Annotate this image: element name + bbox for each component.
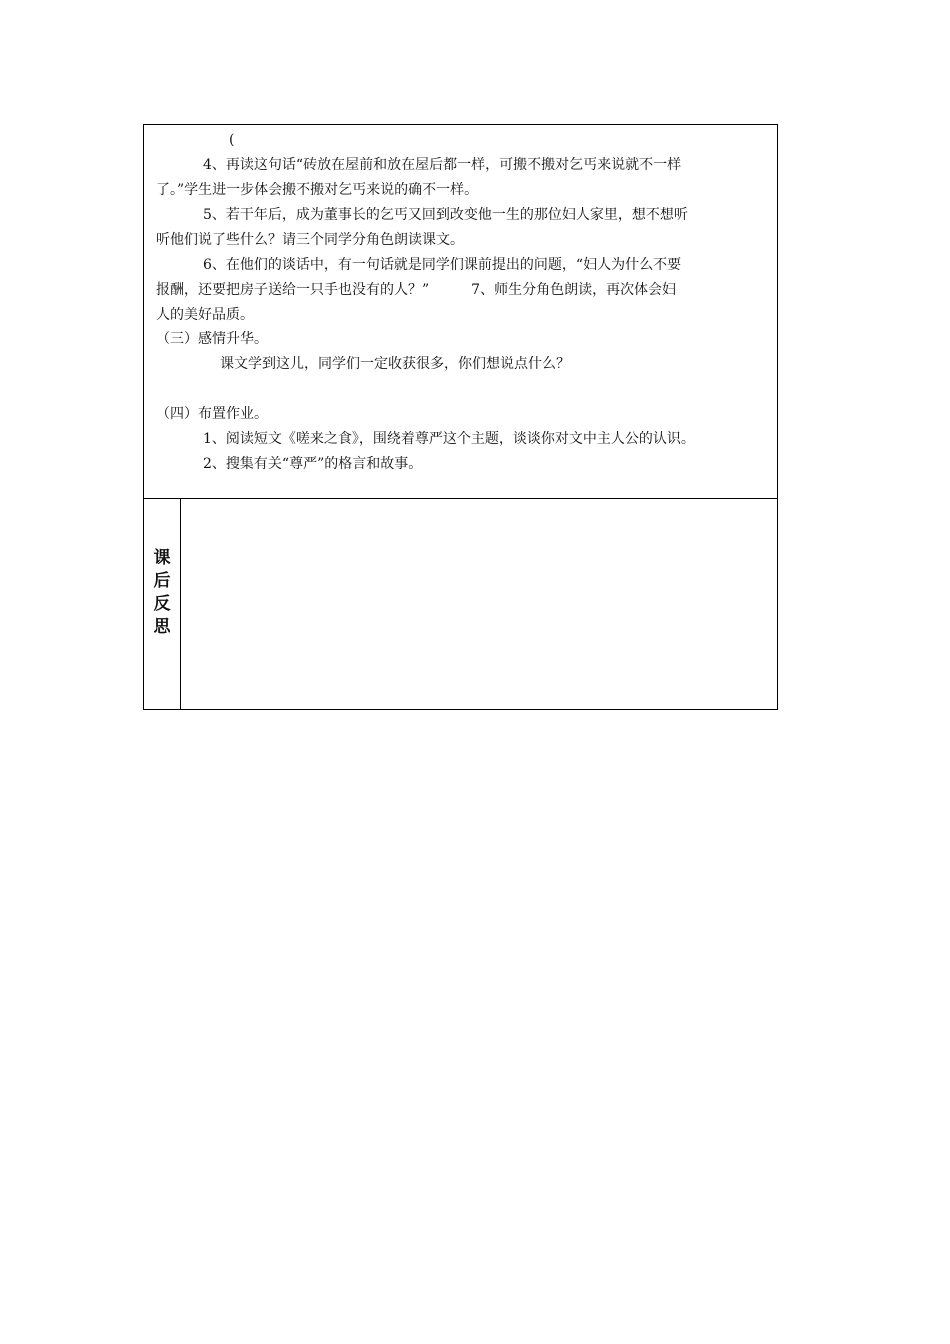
reflection-content-cell: [181, 499, 777, 709]
text-line-step4-cont: 了。”学生进一步体会搬不搬对乞丐来说的确不一样。: [156, 182, 479, 198]
text-line-step5: 5、若干年后，成为董事长的乞丐又回到改变他一生的那位妇人家里，想不想听: [203, 207, 688, 223]
lesson-steps-cell: [144, 125, 777, 499]
section-heading-three: （三）感情升华。: [156, 331, 268, 347]
text-line-step4: 4、再读这句话“砖放在屋前和放在屋后都一样，可搬不搬对乞丐来说就不一样: [203, 157, 682, 173]
text-line-step6: 6、在他们的谈话中，有一句话就是同学们课前提出的问题，“妇人为什么不要: [203, 257, 682, 273]
reflection-label: 课 后 反 思: [153, 548, 171, 637]
reflection-label-cell: [144, 499, 181, 709]
text-line-step7-cont: 人的美好品质。: [156, 307, 254, 323]
text-line-homework1: 1、阅读短文《嗟来之食》，围绕着尊严这个主题，谈谈你对文中主人公的认识。: [203, 431, 695, 447]
text-line-step5-cont: 听他们说了些什么？请三个同学分角色朗读课文。: [156, 232, 464, 248]
section-heading-four: （四）布置作业。: [156, 406, 268, 422]
text-line-paren: (: [229, 132, 235, 148]
lesson-plan-table: [143, 124, 778, 710]
text-line-step6-cont: 报酬，还要把房子送给一只手也没有的人？” 7、师生分角色朗读，再次体会妇: [156, 282, 677, 298]
text-line-homework2: 2、搜集有关“尊严”的格言和故事。: [203, 456, 423, 472]
text-line-sublimation: 课文学到这儿，同学们一定收获很多，你们想说点什么？: [220, 356, 570, 372]
